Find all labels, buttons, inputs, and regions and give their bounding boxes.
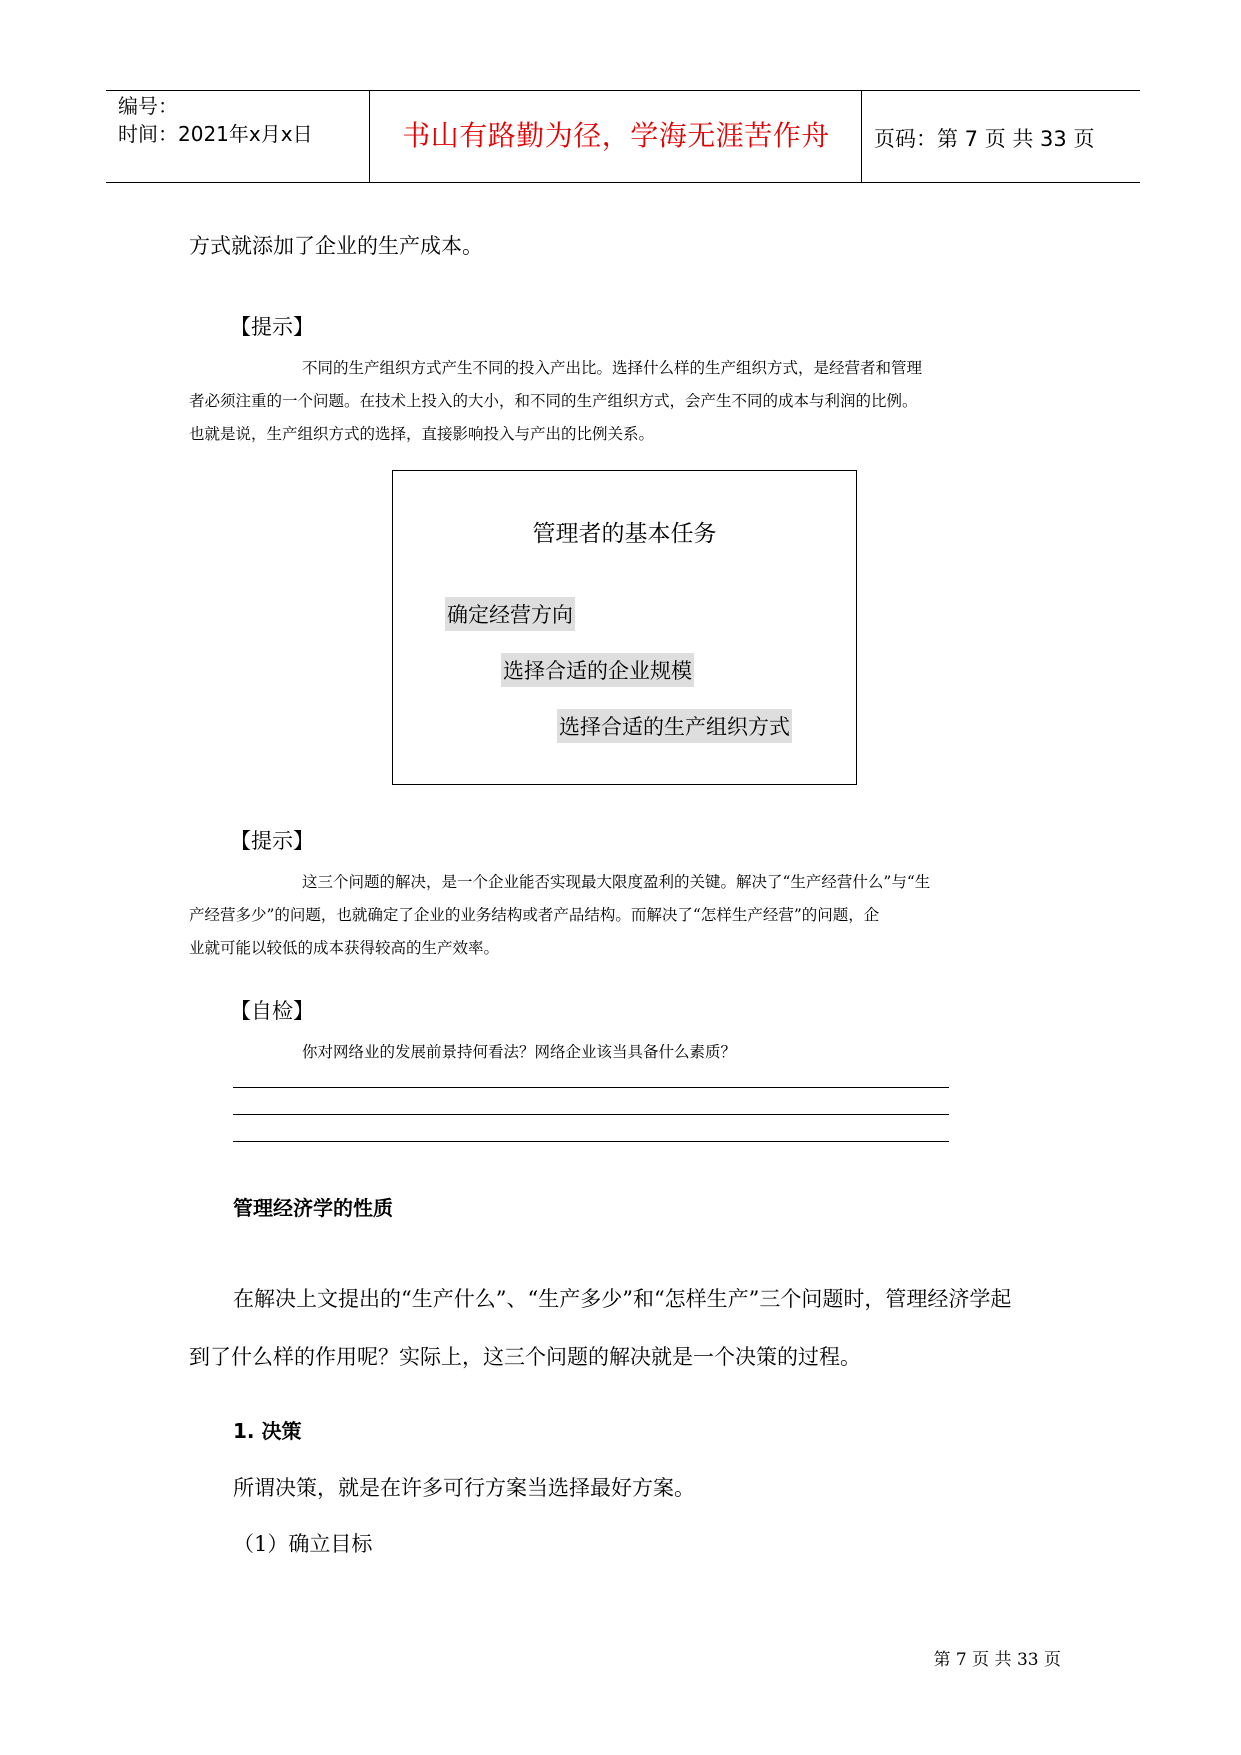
header-top-rule	[106, 90, 1140, 91]
paragraph-line: 到了什么样的作用呢？实际上，这三个问题的解决就是一个决策的过程。	[189, 1345, 861, 1369]
tip-line: 者必须注重的一个问题。在技术上投入的大小，和不同的生产组织方式，会产生不同的成本与利润的比例。	[189, 392, 918, 410]
answer-line[interactable]	[233, 1087, 949, 1088]
header-bottom-rule	[106, 182, 1140, 183]
tip-line: 产经营多少”的问题，也就确定了企业的业务结构或者产品结构。而解决了“怎样生产经营”的问题，企	[189, 906, 880, 924]
subheading-decision: 1. 决策	[233, 1419, 302, 1443]
tip-label-1: 【提示】	[230, 315, 314, 339]
section-heading: 管理经济学的性质	[233, 1196, 393, 1220]
tip-paragraph-2	[189, 866, 1069, 965]
self-check-question: 你对网络业的发展前景持何看法？网络企业该当具备什么素质？	[302, 1043, 737, 1061]
tip-line: 也就是说，生产组织方式的选择，直接影响投入与产出的比例关系。	[189, 425, 655, 443]
decision-definition: 所谓决策，就是在许多可行方案当选择最好方案。	[233, 1476, 695, 1500]
document-number-label: 编号：	[118, 94, 178, 118]
tip-line: 这三个问题的解决，是一个企业能否实现最大限度盈利的关键。解决了“生产经营什么”与“生	[302, 873, 931, 891]
header-motto: 书山有路勤为径，学海无涯苦作舟	[402, 119, 830, 152]
header-page-indicator: 页码：第 7 页 共 33 页	[874, 127, 1095, 151]
diagram-item-scale: 选择合适的企业规模	[501, 653, 694, 687]
section-paragraph	[189, 1270, 1069, 1386]
tasks-diagram	[392, 470, 857, 785]
tip-label-2: 【提示】	[230, 829, 314, 853]
answer-line[interactable]	[233, 1114, 949, 1115]
list-item-establish-goal: （1）确立目标	[233, 1532, 373, 1556]
tip-line: 不同的生产组织方式产生不同的投入产出比。选择什么样的生产组织方式，是经营者和管理	[302, 359, 923, 377]
paragraph-line: 在解决上文提出的“生产什么”、“生产多少”和“怎样生产”三个问题时，管理经济学起	[233, 1287, 1012, 1311]
tip-paragraph-1	[189, 352, 1069, 451]
diagram-title: 管理者的基本任务	[532, 521, 717, 547]
diagram-item-organization: 选择合适的生产组织方式	[557, 709, 792, 743]
diagram-item-direction: 确定经营方向	[445, 597, 575, 631]
header-meta	[118, 92, 313, 148]
header-divider-left	[369, 90, 370, 183]
tip-line: 业就可能以较低的成本获得较高的生产效率。	[189, 939, 500, 957]
header-divider-right	[861, 90, 862, 183]
self-check-label: 【自检】	[230, 999, 314, 1023]
footer-page-number: 第 7 页 共 33 页	[933, 1650, 1061, 1670]
continuation-text: 方式就添加了企业的生产成本。	[189, 234, 483, 258]
document-time-label: 时间：2021年x月x日	[118, 122, 313, 146]
answer-line[interactable]	[233, 1141, 949, 1142]
